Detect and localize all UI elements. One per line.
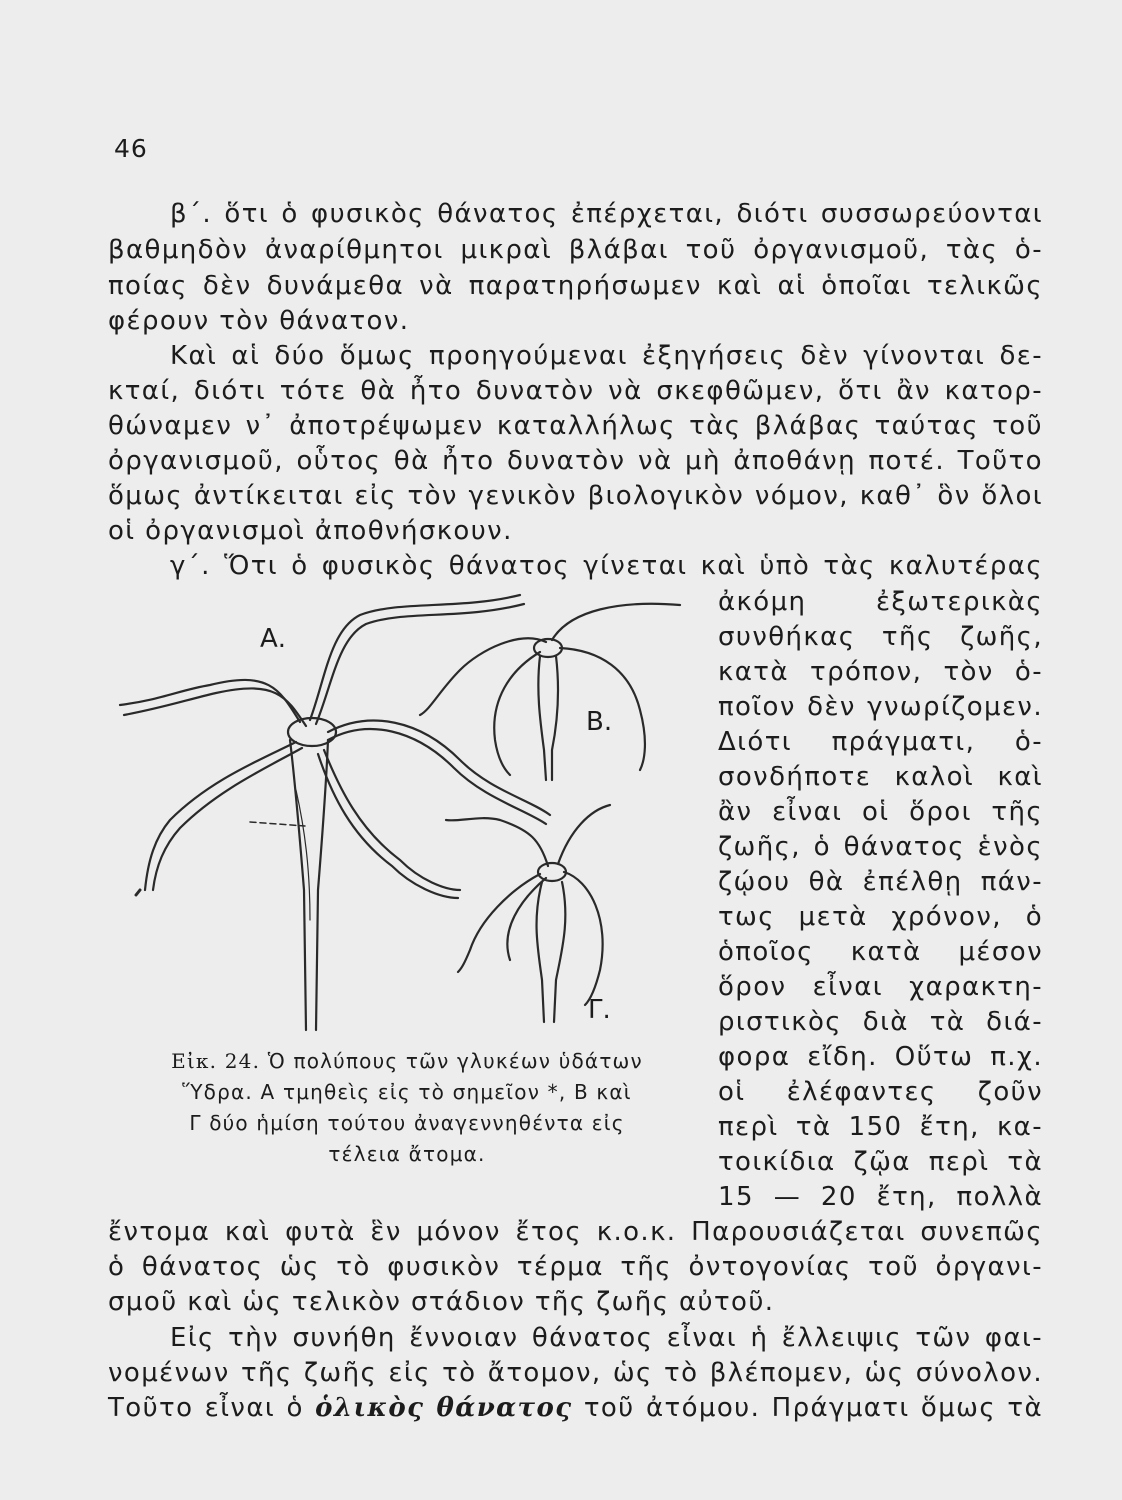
side-text-line: τως μετὰ χρόνον, ὁ [718, 902, 1043, 932]
emphasized-term: ὁλικὸς θάνατος [315, 1393, 573, 1423]
side-text-line: ἂν εἶναι οἱ ὅροι τῆς [718, 797, 1043, 827]
text-line: ὀργανισμοῦ, οὗτος θὰ ἦτο δυνατὸν νὰ μὴ ἀποθάνῃ ποτέ. Τοῦτο [108, 446, 1043, 476]
hydra-c-tentacle [458, 874, 540, 972]
side-text-line: σονδήποτε καλοὶ καὶ [718, 762, 1043, 792]
figure-caption-line [112, 1046, 702, 1076]
figure-caption-line: Γ δύο ἡμίση τούτου ἀναγεννηθέντα εἰς [189, 1111, 625, 1135]
figure-caption-line: τέλεια ἄτομα. [328, 1142, 486, 1166]
text-line-emphasis [108, 1390, 1043, 1426]
side-text-line: συνθήκας τῆς ζωῆς, [718, 622, 1043, 652]
side-text-line: ζῴου θὰ ἐπέλθῃ πάν- [718, 867, 1043, 897]
hydra-c-head [538, 863, 566, 881]
figure-label-g: Γ. [588, 995, 611, 1025]
hydra-b-tentacle [420, 638, 546, 715]
hydra-b-body [538, 656, 546, 780]
text-line: ἔντομα καὶ φυτὰ ἓν μόνον ἔτος κ.ο.κ. Παρουσιάζεται συνεπῶς [108, 1217, 1043, 1247]
side-text-line: περὶ τὰ 150 ἔτη, κα- [718, 1112, 1043, 1142]
text-line: ὁ θάνατος ὡς τὸ φυσικὸν τέρμα τῆς ὀντογονίας τοῦ ὀργανι- [108, 1252, 1043, 1282]
cut-mark [250, 822, 305, 826]
hydra-a-tentacle [310, 595, 520, 720]
page-number: 46 [114, 134, 148, 163]
hydra-a-body-right [316, 740, 328, 1030]
side-text-line: κατὰ τρόπον, τὸν ὁ- [718, 657, 1043, 687]
figure-label-b: Β. [586, 707, 613, 737]
side-text-line: ὅρον εἶναι χαρακτη- [718, 972, 1043, 1002]
text-line: νομένων τῆς ζωῆς εἰς τὸ ἄτομον, ὡς τὸ βλέπομεν, ὡς σύνολον. [108, 1358, 1043, 1388]
text-fragment: τοῦ ἀτόμου. Πράγματι ὅμως τὰ [583, 1393, 1043, 1423]
hydra-a-body-left [290, 740, 306, 1030]
figure-caption-line: Ὕδρα. Α τμηθεὶς εἰς τὸ σημεῖον *, Β καὶ [182, 1080, 632, 1104]
figure-label-a: Α. [260, 624, 287, 654]
text-line: Καὶ αἱ δύο ὅμως προηγούμεναι ἐξηγήσεις δὲν γίνονται δε- [170, 341, 1043, 371]
hydra-c-tentacle [564, 872, 603, 1005]
side-text-line: ἀκόμη ἐξωτερικὰς [718, 587, 1043, 617]
text-line: ὅμως ἀντίκειται εἰς τὸν γενικὸν βιολογικὸν νόμον, καθ᾽ ὃν ὅλοι [108, 481, 1043, 511]
side-text-line: 15 — 20 ἔτη, πολλὰ [718, 1182, 1043, 1212]
text-line: βαθμηδὸν ἀναρίθμητοι μικραὶ βλάβαι τοῦ ὀργανισμοῦ, τὰς ὁ- [108, 235, 1043, 265]
side-text-line: φορα εἴδη. Οὕτω π.χ. [718, 1042, 1043, 1072]
text-line: ποίας δὲν δυνάμεθα νὰ παρατηρήσωμεν καὶ αἱ ὁποῖαι τελικῶς [108, 271, 1043, 301]
hydra-b-tentacle [494, 652, 540, 775]
text-line: β΄. ὅτι ὁ φυσικὸς θάνατος ἐπέρχεται, διότι συσσωρεύονται [170, 199, 1043, 229]
text-line: γ΄. Ὅτι ὁ φυσικὸς θάνατος γίνεται καὶ ὑπὸ τὰς καλυτέρας [170, 551, 1043, 581]
text-fragment: Τοῦτο εἶναι ὁ [108, 1393, 304, 1423]
side-text-line: ποῖον δὲν γνωρίζομεν. [718, 692, 1043, 722]
text-line: οἱ ὀργανισμοὶ ἀποθνήσκουν. [108, 516, 513, 546]
side-text-line: τοικίδια ζῷα περὶ τὰ [718, 1147, 1043, 1177]
hydra-drawing [100, 590, 700, 1040]
side-text-line: ζωῆς, ὁ θάνατος ἑνὸς [718, 832, 1043, 862]
hydra-b-tentacle [552, 604, 680, 640]
side-text-line: ριστικὸς διὰ τὰ διά- [718, 1007, 1043, 1037]
side-text-line: Διότι πράγματι, ὁ- [718, 727, 1043, 757]
hydra-a-tentacle [324, 750, 460, 890]
hydra-a-tentacle [120, 680, 300, 722]
text-line: θώναμεν ν᾽ ἀποτρέψωμεν καταλλήλως τὰς βλάβας ταύτας τοῦ [108, 411, 1043, 441]
text-line: κταί, διότι τότε θὰ ἦτο δυνατὸν νὰ σκεφθῶμεν, ὅτι ἂν κατορ- [108, 376, 1043, 406]
figure-caption-text: Ὁ πολύπους τῶν γλυκέων ὑδάτων [267, 1049, 643, 1073]
side-text-line: οἱ ἐλέφαντες ζοῦν [718, 1077, 1043, 1107]
side-text-line: ὁποῖος κατὰ μέσον [718, 937, 1043, 967]
figure-caption-label: Εἰκ. 24. [171, 1049, 261, 1073]
text-line: σμοῦ καὶ ὡς τελικὸν στάδιον τῆς ζωῆς αὐτοῦ. [108, 1287, 775, 1317]
hydra-illustration [100, 590, 700, 1040]
text-line: φέρουν τὸν θάνατον. [108, 306, 410, 336]
hydra-c-tentacle [446, 818, 548, 866]
text-line: Εἰς τὴν συνήθη ἔννοιαν θάνατος εἶναι ἡ ἔλλειψις τῶν φαι- [170, 1323, 1043, 1353]
hydra-c-body [537, 882, 544, 1022]
hydra-a-tentacle [328, 721, 550, 815]
hydra-c-tentacle [558, 805, 610, 864]
